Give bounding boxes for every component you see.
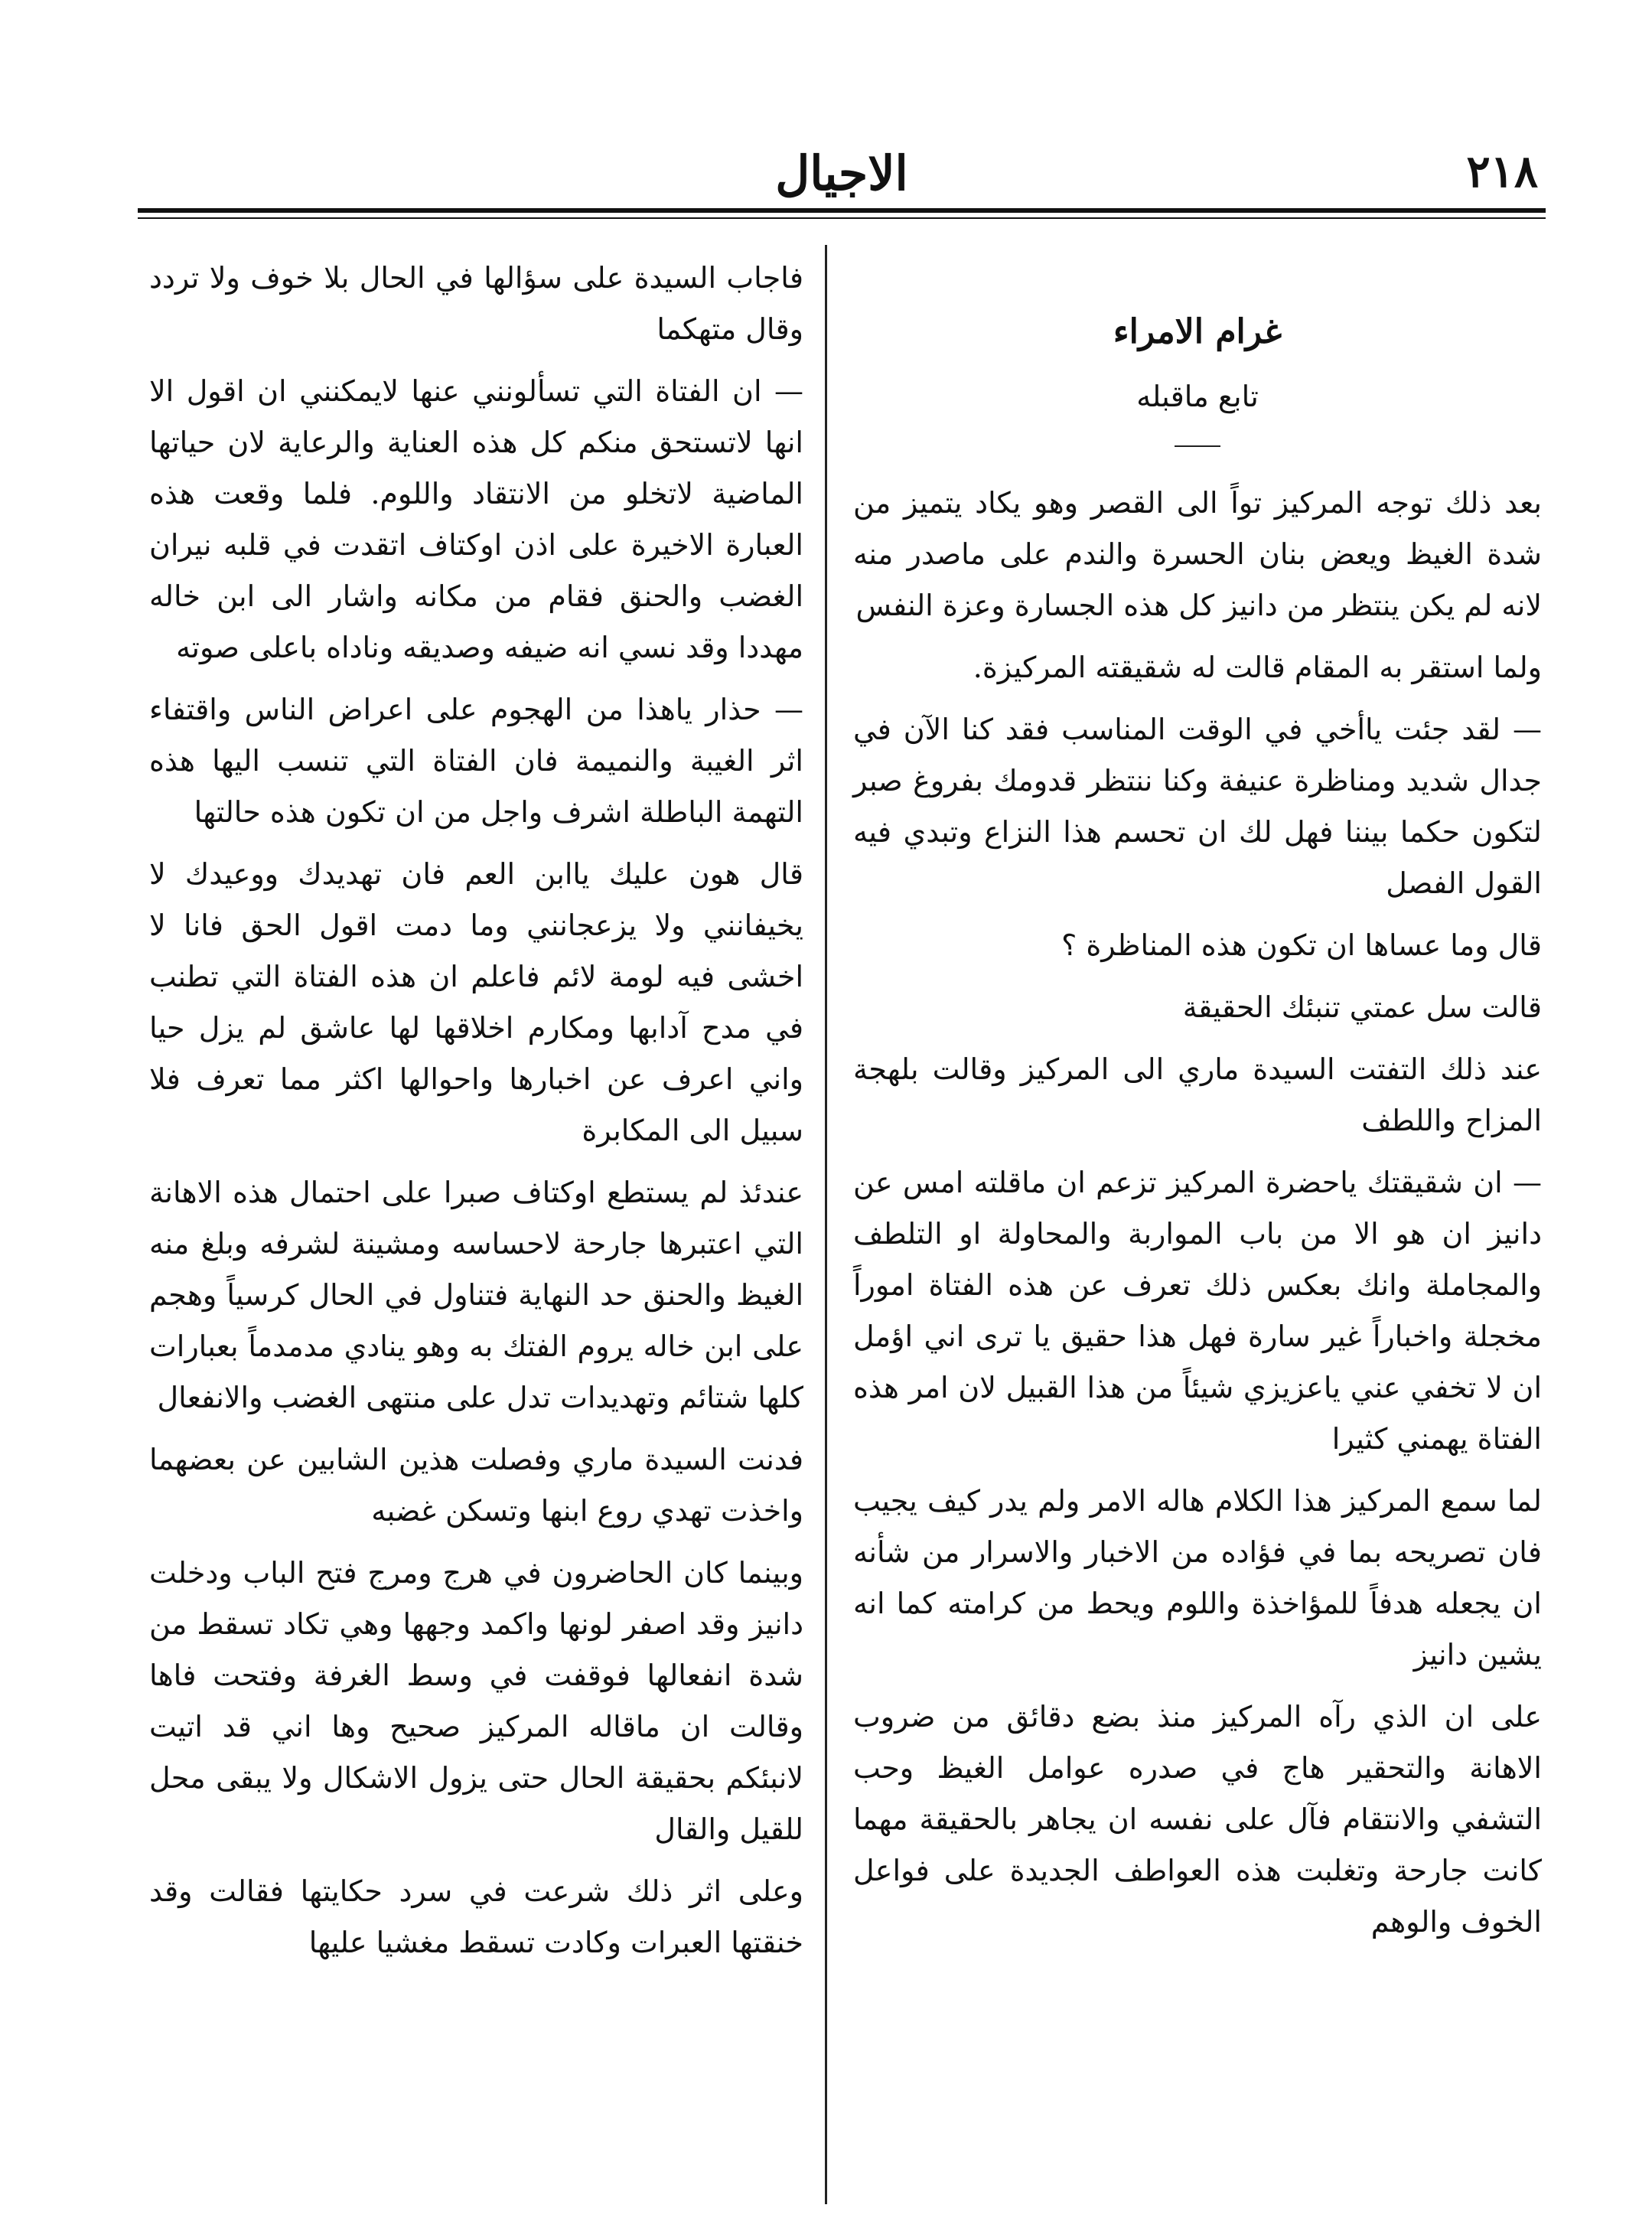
section-rule (1175, 445, 1220, 447)
paragraph: — حذار ياهذا من الهجوم على اعراض الناس واقتفاء اثر الغيبة والنميمة فان الفتاة التي تنسب اليها هذه التهمة الباطلة اشرف واجل من ان تكون هذه حالتها (149, 693, 803, 829)
paragraph: قال وما عساها ان تكون هذه المناظرة ؟ (1061, 928, 1542, 962)
journal-title: الاجيال (775, 145, 908, 201)
paragraph: على ان الذي رآه المركيز منذ بضع دقائق من ضروب الاهانة والتحقير هاج في صدره عوامل الغيظ وحب التشفي والانتقام فآل على نفسه ان يجاهر بالحقيقة مهما كانت جارحة وتغلبت هذه العواطف الجديدة على فواعل الخوف والوهم (853, 1700, 1542, 1939)
article-subtitle: تابع ماقبله (1136, 380, 1259, 413)
paragraph: قال هون عليك ياابن العم فان تهديدك ووعيدك لا يخيفانني ولا يزعجانني وما دمت اقول الحق فانا لا اخشى فيه لومة لائم فاعلم ان هذه الفتاة التي تطنب في مدح آدابها ومكارم اخلاقها لها عاشق لم يزل حيا واني اعرف عن اخبارها واحوالها اكثر مما تعرف فلا سبيل الى المكابرة (149, 857, 803, 1147)
paragraph: بعد ذلك توجه المركيز تواً الى القصر وهو يكاد يتميز من شدة الغيظ ويعض بنان الحسرة والندم على ماصدر منه لانه لم يكن ينتظر من دانيز كل هذه الجسارة وعزة النفس (853, 486, 1542, 622)
header-rule-thin (138, 217, 1546, 219)
page-header (138, 145, 1546, 207)
left-column (149, 253, 803, 1979)
column-divider (825, 245, 827, 2204)
paragraph: عندئذ لم يستطع اوكتاف صبرا على احتمال هذه الاهانة التي اعتبرها جارحة لاحساسه ومشينة لشرفه وبلغ منه الغيظ والحنق حد النهاية فتناول في الحال كرسياً وهجم على ابن خاله يروم الفتك به وهو ينادي مدمدماً بعبارات كلها شتائم وتهديدات تدل على منتهى الغضب والانفعال (149, 1176, 803, 1414)
page-number: ٢١٨ (1466, 145, 1538, 197)
paragraph: قالت سل عمتي تنبئك الحقيقة (1182, 990, 1542, 1024)
paragraph: عند ذلك التفتت السيدة ماري الى المركيز وقالت بلهجة المزاح واللطف (853, 1052, 1542, 1137)
header-rule-thick (138, 208, 1546, 213)
paragraph: لما سمع المركيز هذا الكلام هاله الامر ولم يدر كيف يجيب فان تصريحه بما في فؤاده من الاخبار والاسرار من شأنه ان يجعله هدفاً للمؤاخذة واللوم ويحط من كرامته كما انه يشين دانيز (853, 1484, 1542, 1672)
paragraph: — ان الفتاة التي تسألونني عنها لايمكنني ان اقول الا انها لاتستحق منكم كل هذه العناية والرعاية لان حياتها الماضية لاتخلو من الانتقاد واللوم. فلما وقعت هذه العبارة الاخيرة على اذن اوكتاف اتقدت في قلبه نيران الغضب والحنق فقام من مكانه واشار الى ابن خاله مهددا وقد نسي انه ضيفه وصديقه وناداه باعلى صوته (149, 374, 803, 664)
paragraph: وعلى اثر ذلك شرعت في سرد حكايتها فقالت وقد خنقتها العبرات وكادت تسقط مغشيا عليها (149, 1874, 803, 1959)
paragraph: وبينما كان الحاضرون في هرج ومرج فتح الباب ودخلت دانيز وقد اصفر لونها واكمد وجهها وهي تكاد تسقط من شدة انفعالها فوقفت في وسط الغرفة وفتحت فاها وقالت ان ماقاله المركيز صحيح وها اني قد اتيت لانبئكم بحقيقة الحال حتى يزول الاشكال ولا يبقى محل للقيل والقال (149, 1556, 803, 1846)
paragraph: فاجاب السيدة على سؤالها في الحال بلا خوف ولا تردد وقال متهكما (149, 261, 803, 346)
paragraph: — ان شقيقتك ياحضرة المركيز تزعم ان ماقلته امس عن دانيز ان هو الا من باب المواربة والمحاولة او التلطف والمجاملة وانك بعكس ذلك تعرف عن هذه الفتاة اموراً مخجلة واخباراً غير سارة فهل هذا حقيق يا ترى اني اؤمل ان لا تخفي عني ياعزيزي شيئاً من هذا القبيل لان امر هذه الفتاة يهمني كثيرا (853, 1166, 1542, 1456)
paragraph: فدنت السيدة ماري وفصلت هذين الشابين عن بعضهما واخذت تهدي روع ابنها وتسكن غضبه (149, 1443, 803, 1528)
right-column (853, 253, 1542, 1959)
paragraph: — لقد جئت ياأخي في الوقت المناسب فقد كنا الآن في جدال شديد ومناظرة عنيفة وكنا ننتظر قدومك بفروغ صبر لتكون حكما بيننا فهل لك ان تحسم هذا النزاع وتبدي فيه القول الفصل (853, 713, 1542, 900)
article-title: غرام الامراء (1113, 312, 1282, 351)
paragraph: ولما استقر به المقام قالت له شقيقته المركيزة. (973, 651, 1542, 684)
